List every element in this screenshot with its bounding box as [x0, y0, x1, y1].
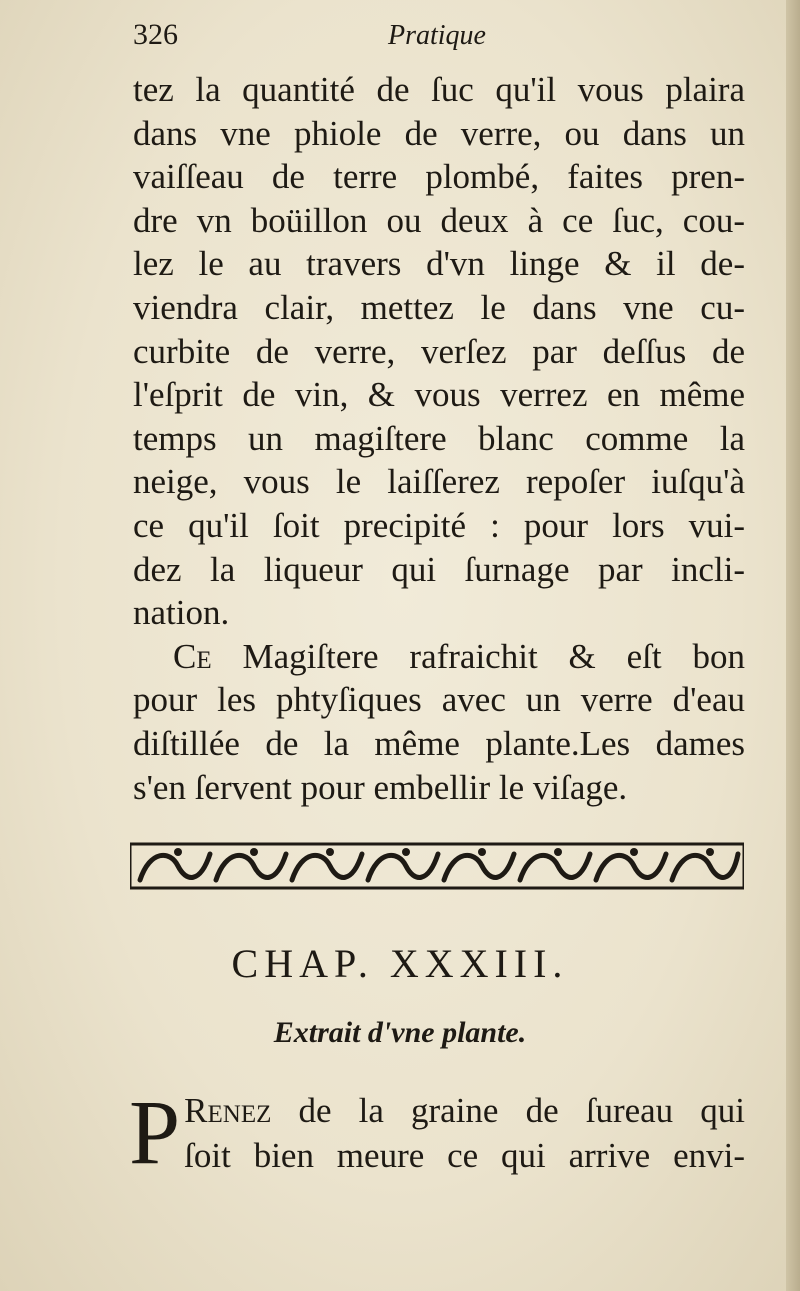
running-title: Pratique	[388, 20, 486, 51]
text-line: s'en ſervent pour embellir le viſage.	[133, 767, 628, 807]
page-edge	[786, 0, 800, 1291]
chapter-subtitle: Extrait d'vne plante.	[273, 1016, 527, 1049]
smallcaps-word: Renez	[184, 1091, 272, 1130]
running-head	[133, 18, 743, 58]
text-line: temps un magiſtere blanc comme la	[133, 418, 745, 458]
text-line: neige, vous le laiſſerez repoſer iuſqu'à	[133, 462, 745, 502]
text-line: pour les phtyſiques avec un verre d'eau	[133, 680, 745, 720]
page-number: 326	[133, 18, 178, 51]
chapter-heading: CHAP. XXXIII.	[231, 941, 569, 986]
chapter-text	[129, 1081, 745, 1183]
decorative-ornament-band	[130, 840, 744, 892]
smallcaps-word: Ce	[173, 636, 212, 676]
paragraph-first-line	[133, 635, 745, 679]
text-line: diſtillée de la même plante.Les dames	[133, 723, 745, 763]
text-line: dez la liqueur qui ſurnage par incli-	[133, 549, 745, 589]
text-line: curbite de verre, verſez par deſſus de	[133, 331, 745, 371]
text-fragment: Magiſtere rafraichit & eſt bon	[242, 636, 745, 676]
text-line: dans vne phiole de verre, ou dans un	[133, 113, 745, 153]
body-text	[133, 68, 745, 809]
text-line: dre vn boüillon ou deux à ce ſuc, cou-	[133, 200, 745, 240]
text-line: vaiſſeau de terre plombé, faites pren-	[133, 157, 745, 197]
text-line: tez la quantité de ſuc qu'il vous plaira	[133, 70, 745, 109]
drop-cap: P	[129, 1081, 181, 1183]
paragraph-first-line	[133, 1088, 745, 1133]
text-line: nation.	[133, 593, 230, 633]
text-line: ſoit bien meure ce qui arrive envi-	[184, 1136, 745, 1175]
text-line: l'eſprit de vin, & vous verrez en même	[133, 375, 745, 415]
text-line: lez le au travers d'vn linge & il de-	[133, 244, 745, 284]
text-fragment: de la graine de ſureau qui	[298, 1091, 745, 1130]
text-line: viendra clair, mettez le dans vne cu-	[133, 287, 745, 327]
text-line: ce qu'il ſoit precipité : pour lors vui-	[133, 505, 745, 545]
